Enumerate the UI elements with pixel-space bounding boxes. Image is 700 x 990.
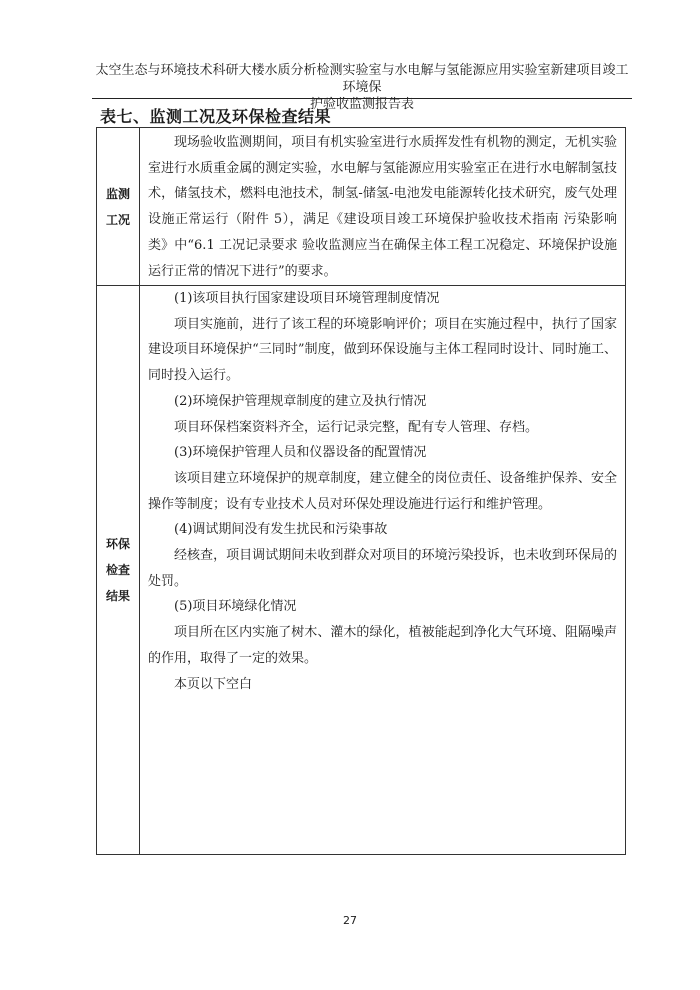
page-number: 27 [343,914,357,927]
section-title: 表七、监测工况及环保检查结果 [100,107,332,126]
monitoring-content [140,128,626,286]
inspection-row [97,286,626,855]
closing-note: 本页以下空白 [174,676,253,692]
inspection-content [140,286,626,855]
header-line-1: 太空生态与环境技术科研大楼水质分析检测实验室与水电解与氢能源应用实验室新建项目竣工环境保 [95,63,629,95]
header-divider [92,98,632,99]
item-4-body: 经核查，项目调试期间未收到群众对项目的环境污染投诉，也未收到环保局的处罚。 [148,548,617,589]
header-line-2: 护验收监测报告表 [309,97,414,112]
item-3-body: 该项目建立环境保护的规章制度，建立健全的岗位责任、设备维护保养、安全操作等制度；设有专业技术人员对环保处理设施进行运行和维护管理。 [148,470,617,512]
item-1-title: (1)该项目执行国家建设项目环境管理制度情况 [174,291,440,306]
monitoring-label: 监测 工况 [97,128,140,286]
monitoring-row [97,128,626,286]
item-4-title: (4)调试期间没有发生扰民和污染事故 [174,522,388,538]
item-1-body: 项目实施前，进行了该工程的环境影响评价；项目在实施过程中，执行了国家建设项目环境保护“三同时”制度，做到环保设施与主体工程同时设计、同时施工、同时投入运行。 [148,316,617,384]
item-3-title: (3)环境保护管理人员和仪器设备的配置情况 [174,445,427,461]
item-2-title: (2)环境保护管理规章制度的建立及执行情况 [174,393,427,409]
inspection-label: 环保 检查 结果 [97,286,140,855]
report-table [96,127,626,855]
item-2-body: 项目环保档案资料齐全，运行记录完整，配有专人管理、存档。 [174,419,539,435]
item-5-title: (5)项目环境绿化情况 [174,599,297,615]
item-5-body: 项目所在区内实施了树木、灌木的绿化，植被能起到净化大气环境、阻隔噪声的作用，取得了一定的效果。 [148,625,617,666]
monitoring-text: 现场验收监测期间，项目有机实验室进行水质挥发性有机物的测定，无机实验室进行水质重金属的测定实验，水电解与氢能源应用实验室正在进行水电解制氢技术，储氢技术，燃料电池技术，制氢-储氢-电池发电能源转化技术研究，废气处理设施正常运行（附件 5），满足《建设项目竣工环境保护验收技术指南 污染影响类》中“6.1 工况记录要求 验收监测应当在确保主体工程工况稳定、环境保护设施运行正常的情况下进行”的要求。 [148,135,617,279]
